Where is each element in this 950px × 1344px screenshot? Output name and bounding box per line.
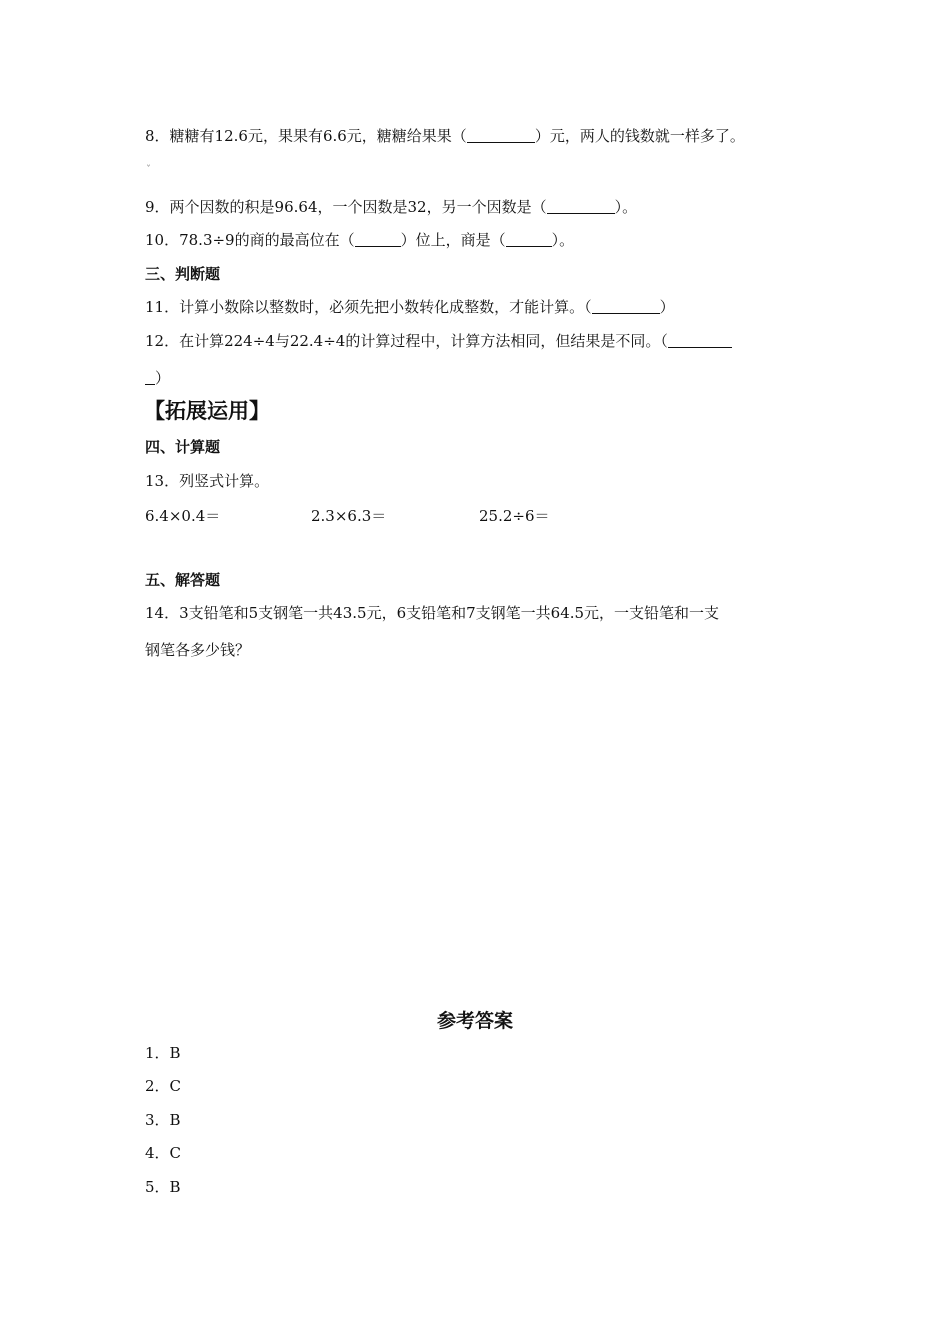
question-10-text-middle: ）位上，商是（ <box>400 231 506 249</box>
question-12-line-2 <box>145 368 170 388</box>
question-10-text-after: ）。 <box>551 231 575 249</box>
question-8-text-before: 8．糖糖有12.6元，果果有6.6元，糖糖给果果（ <box>145 127 467 145</box>
question-14-line-2: 钢笔各多少钱？ <box>145 641 251 659</box>
answer-item: 2．C <box>145 1077 182 1095</box>
question-8 <box>145 126 745 146</box>
extension-heading: 【拓展运用】 <box>144 399 270 423</box>
answer-key-title: 参考答案 <box>436 1010 513 1032</box>
question-12-line-1 <box>145 331 732 351</box>
question-8-text-after: ）元，两人的钱数就一样多了。 <box>534 127 745 145</box>
question-13: 13．列竖式计算。 <box>145 472 270 490</box>
answer-blank[interactable] <box>592 299 660 314</box>
question-11-text-before: 11．计算小数除以整数时，必须先把小数转化成整数，才能计算。（ <box>145 298 592 316</box>
answer-blank[interactable] <box>355 232 401 247</box>
answer-blank-continued[interactable] <box>145 370 155 385</box>
question-11 <box>145 297 675 317</box>
question-10 <box>145 230 574 250</box>
paragraph-mark: ˯ <box>146 156 151 167</box>
answer-blank[interactable] <box>547 199 615 214</box>
section-5-heading: 五、解答题 <box>145 571 221 589</box>
question-14-line-1: 14．3支铅笔和5支钢笔一共43.5元，6支铅笔和7支钢笔一共64.5元，一支铅笔和一支 <box>145 604 720 622</box>
calc-item-1: 6.4×0.4＝ <box>145 507 221 525</box>
question-10-text-before: 10．78.3÷9的商的最高位在（ <box>145 231 355 249</box>
question-9 <box>145 197 637 217</box>
section-4-heading: 四、计算题 <box>145 438 221 456</box>
answer-item: 1．B <box>145 1044 181 1062</box>
question-12-text-after: ） <box>155 369 171 387</box>
calc-item-3: 25.2÷6＝ <box>479 507 550 525</box>
question-12-text: 12．在计算224÷4与22.4÷4的计算过程中，计算方法相同，但结果是不同。（ <box>145 332 668 350</box>
calc-item-2: 2.3×6.3＝ <box>311 507 387 525</box>
answer-blank[interactable] <box>668 333 732 348</box>
question-9-text-after: ）。 <box>614 198 638 216</box>
answer-blank[interactable] <box>467 128 535 143</box>
answer-item: 5．B <box>145 1178 181 1196</box>
answer-item: 4．C <box>145 1144 182 1162</box>
question-11-text-after: ） <box>659 298 675 316</box>
answer-item: 3．B <box>145 1111 181 1129</box>
section-3-heading: 三、判断题 <box>145 265 221 283</box>
answer-blank[interactable] <box>506 232 552 247</box>
question-9-text-before: 9．两个因数的积是96.64，一个因数是32，另一个因数是（ <box>145 198 547 216</box>
